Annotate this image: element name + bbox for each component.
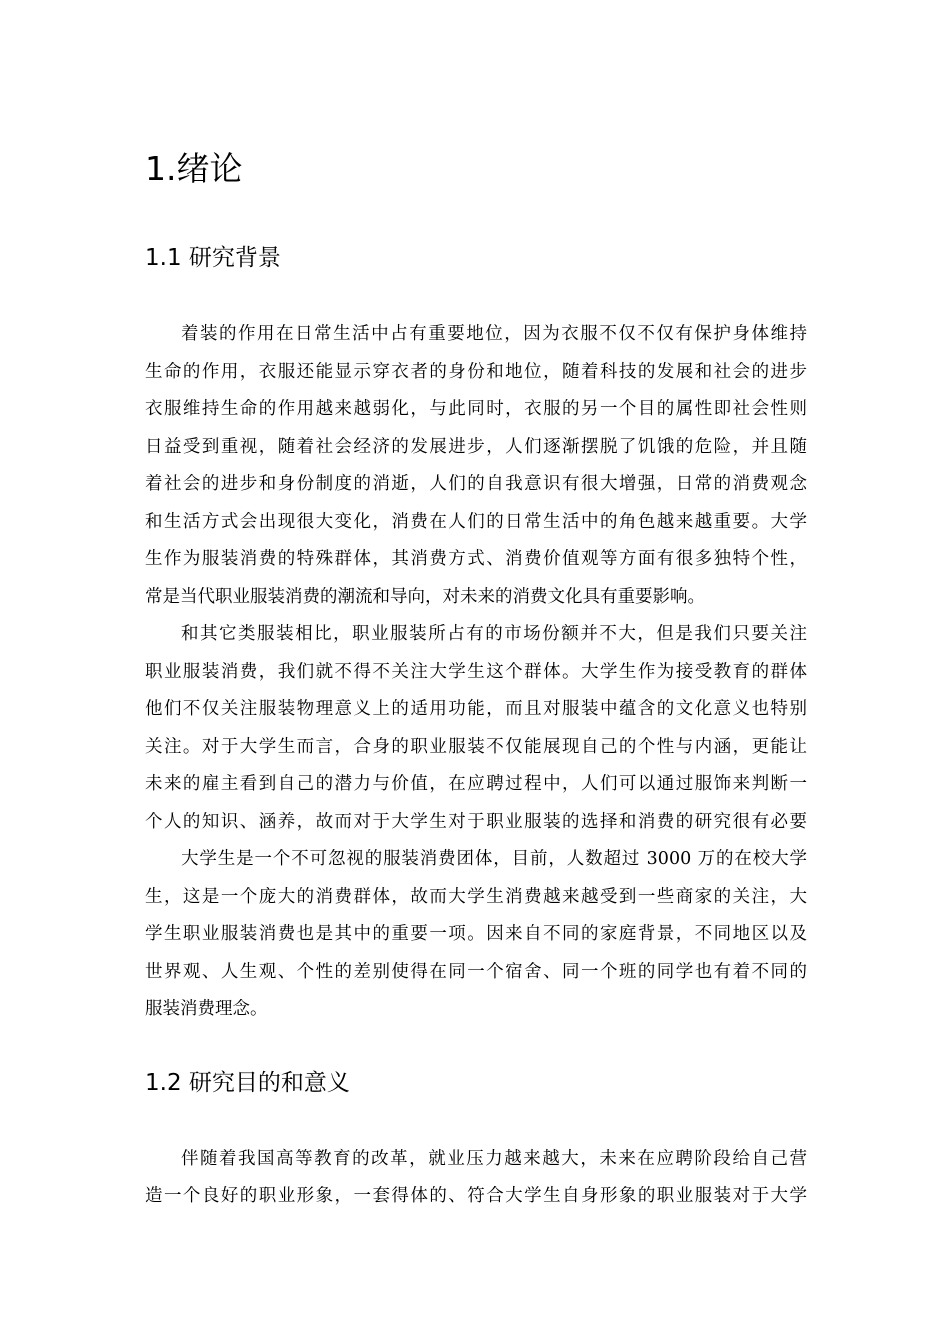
paragraph-line: 衣服维持生命的作用越来越弱化，与此同时，衣服的另一个目的属性即社会性则 [145,399,807,419]
paragraph-line: 造一个良好的职业形象，一套得体的、符合大学生自身形象的职业服装对于大学 [145,1186,807,1206]
section-body-purpose [145,1141,807,1216]
paragraph-line: 日益受到重视，随着社会经济的发展进步，人们逐渐摆脱了饥饿的危险，并且随 [145,436,807,457]
paragraph-line: 个人的知识、涵养，故而对于大学生对于职业服装的选择和消费的研究很有必要 [145,811,807,832]
paragraph-line: 关注。对于大学生而言，合身的职业服装不仅能展现自己的个性与内涵，更能让 [145,736,807,757]
paragraph-line: 世界观、人生观、个性的差别使得在同一个宿舍、同一个班的同学也有着不同的 [145,961,807,982]
paragraph-line: 和其它类服装相比，职业服装所占有的市场份额并不大，但是我们只要关注 [181,624,807,644]
section-body-background [145,316,807,1029]
chapter-title: 1.绪论 [145,149,243,188]
paragraph-line: 大学生是一个不可忽视的服装消费团体，目前，人数超过 3000 万的在校大学 [181,849,807,869]
paragraph-line: 学生职业服装消费也是其中的重要一项。因来自不同的家庭背景，不同地区以及 [145,924,807,944]
paragraph-line: 生命的作用，衣服还能显示穿衣者的身份和地位，随着科技的发展和社会的进步 [145,361,807,382]
paragraph-line: 着社会的进步和身份制度的消逝，人们的自我意识有很大增强，日常的消费观念 [145,474,807,494]
section-heading-background: 1.1 研究背景 [145,245,281,271]
paragraph-line: 服装消费理念。 [145,999,268,1019]
paragraph-line: 伴随着我国高等教育的改革，就业压力越来越大，未来在应聘阶段给自己营 [181,1148,807,1169]
paragraph-line: 职业服装消费，我们就不得不关注大学生这个群体。大学生作为接受教育的群体 [145,661,807,682]
paragraph-line: 着装的作用在日常生活中占有重要地位，因为衣服不仅不仅有保护身体维持 [181,324,807,344]
page-content [145,140,807,1216]
paragraph-line: 和生活方式会出现很大变化，消费在人们的日常生活中的角色越来越重要。大学 [145,511,807,532]
paragraph-line: 未来的雇主看到自己的潜力与价值，在应聘过程中，人们可以通过服饰来判断一 [145,774,807,794]
section-heading-purpose: 1.2 研究目的和意义 [145,1069,350,1096]
paragraph-line: 生，这是一个庞大的消费群体，故而大学生消费越来越受到一些商家的关注，大 [145,886,807,907]
paragraph-line: 他们不仅关注服装物理意义上的适用功能，而且对服装中蕴含的文化意义也特别 [145,699,807,719]
paragraph-line: 生作为服装消费的特殊群体，其消费方式、消费价值观等方面有很多独特个性， [145,549,807,569]
paragraph-line: 常是当代职业服装消费的潮流和导向，对未来的消费文化具有重要影响。 [145,586,705,607]
